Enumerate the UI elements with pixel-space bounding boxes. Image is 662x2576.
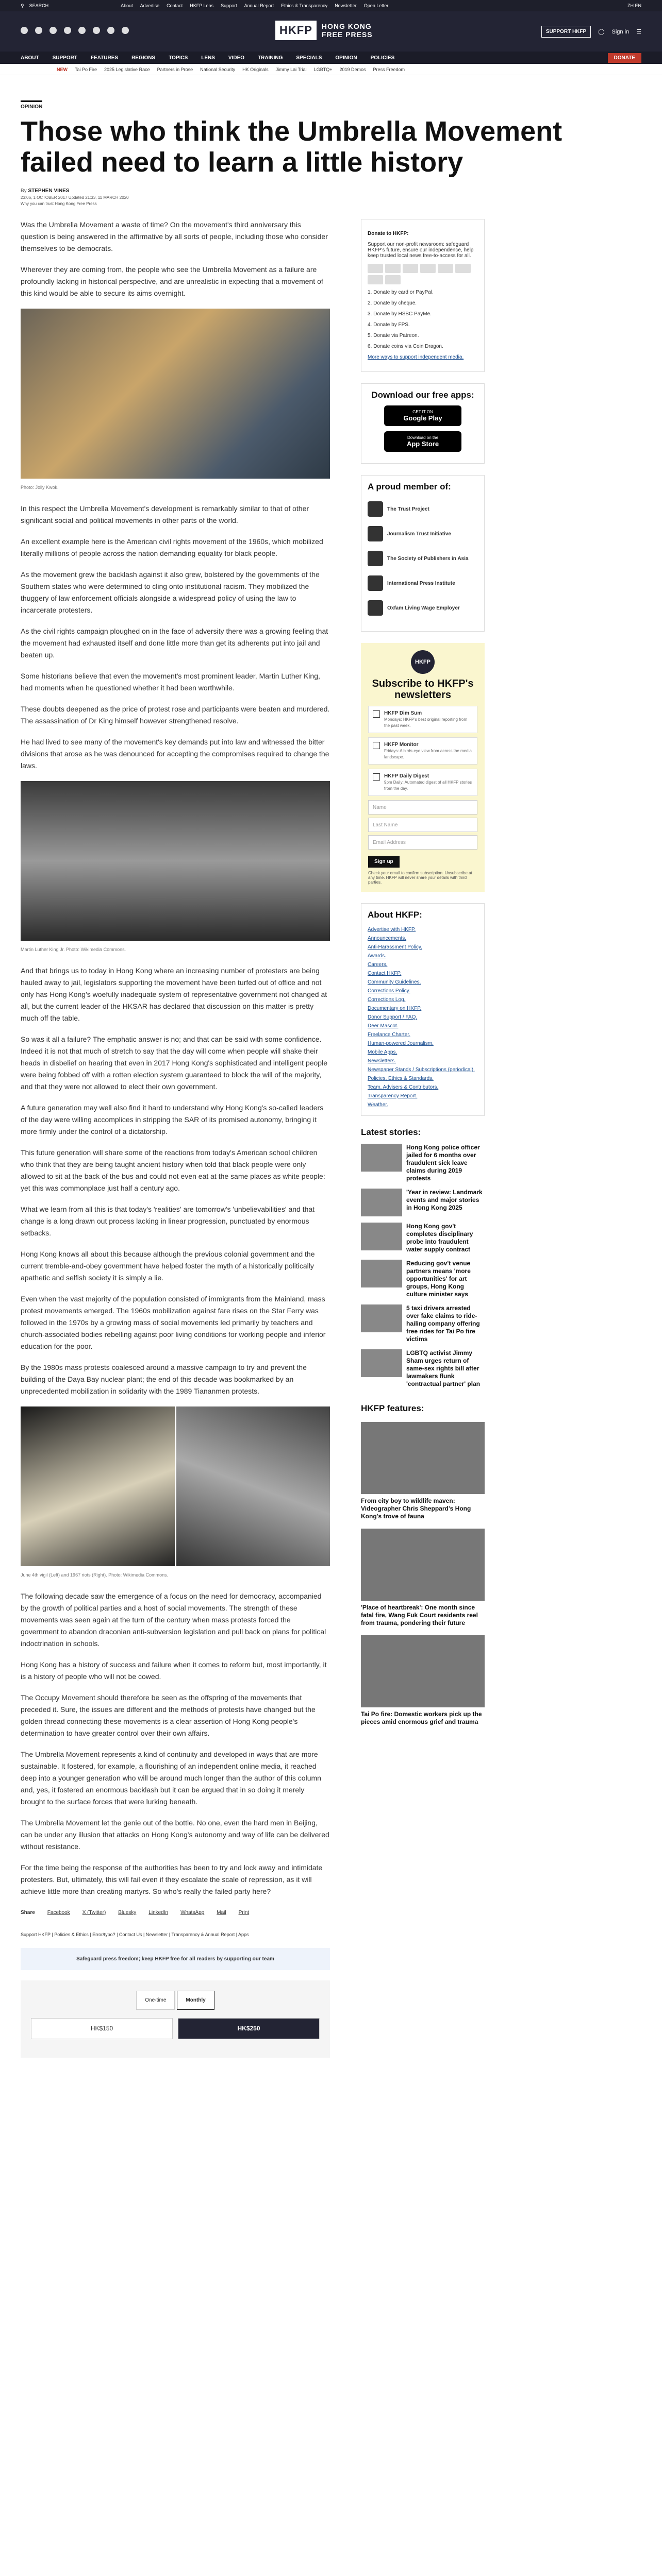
share-label: Share xyxy=(21,1910,35,1916)
about-link[interactable]: Mobile Apps. xyxy=(368,1049,398,1055)
donate-option[interactable]: 2. Donate by cheque. xyxy=(368,300,417,306)
paragraph: The Umbrella Movement let the genie out of the bottle. No one, even the hard men in Beijing, can be under any illusion that attacks on Hong Kong's autonomy and way of life can be delivered without resistance. xyxy=(21,1819,329,1851)
member-name: The Society of Publishers in Asia xyxy=(387,555,469,562)
story-title: Hong Kong police officer jailed for 6 months over fraudulent sick leave claims during 2019 protests xyxy=(406,1144,480,1182)
story-thumbnail xyxy=(361,1223,402,1250)
language-switch[interactable]: ZH EN xyxy=(627,3,641,8)
about-link[interactable]: Documentary on HKFP. xyxy=(368,1006,422,1011)
payment-icons xyxy=(368,264,478,284)
share-whatsapp[interactable]: WhatsApp xyxy=(180,1910,205,1916)
story-thumbnail xyxy=(361,1260,402,1287)
paragraph: The Umbrella Movement represents a kind of continuity and developed in ways that are more sustainable. It fostered, for example, a flourishing of an independent online media, it reached deep into a younger generation who will be around much longer than the author of this column and, yes, it fostered an enormous backlash but it can be argued that in so doing it merely brought to the surface forces that were lurking beneath. xyxy=(21,1750,321,1806)
top-utility-bar xyxy=(0,0,662,11)
story-item[interactable] xyxy=(361,1144,485,1182)
member-name: Journalism Trust Initiative xyxy=(387,531,451,537)
subnav-item[interactable]: 2019 Demos xyxy=(339,66,366,72)
story-thumbnail xyxy=(361,1144,402,1172)
paragraph: Some historians believe that even the movement's most prominent leader, Martin Luther King, had moments when he questioned whether it had been worthwhile. xyxy=(21,672,320,692)
nav-item[interactable]: OPINION xyxy=(335,55,357,61)
share-mail[interactable]: Mail xyxy=(217,1910,226,1916)
apps-box xyxy=(361,383,485,464)
member-name: International Press Institute xyxy=(387,580,455,586)
share-print[interactable]: Print xyxy=(238,1910,250,1916)
share-x[interactable]: X (Twitter) xyxy=(82,1910,106,1916)
main-nav xyxy=(0,52,662,64)
donate-button[interactable]: DONATE xyxy=(608,53,641,63)
donate-option[interactable]: 5. Donate via Patreon. xyxy=(368,333,419,338)
story-thumbnail xyxy=(361,1349,402,1377)
about-list xyxy=(368,925,478,1109)
feature-image xyxy=(361,1422,485,1494)
donate-title: Donate to HKFP: xyxy=(368,231,409,236)
article-photo-protest xyxy=(21,309,330,479)
google-play-small: GET IT ON xyxy=(412,410,433,414)
about-link[interactable]: Donor Support / FAQ. xyxy=(368,1014,418,1020)
paragraph: Wherever they are coming from, the people who see the Umbrella Movement as a failure are profoundly lacking in historical perspective, and are unrealistic in expecting that a movement of this kind would be able to secure its aims overnight. xyxy=(21,265,323,297)
about-link[interactable]: Corrections Policy. xyxy=(368,988,410,994)
nav-item[interactable]: LENS xyxy=(201,55,215,61)
about-link[interactable]: Deer Mascot. xyxy=(368,1023,399,1029)
about-link[interactable]: Human-powered Journalism. xyxy=(368,1041,434,1046)
mastercard-icon xyxy=(385,264,401,273)
signup-button[interactable]: Sign up xyxy=(368,856,400,868)
threads-icon[interactable] xyxy=(78,27,86,34)
paragraph: He had lived to see many of the movement's key demands put into law and witnessed the bitter divisions that arose as he was denounced for accepting the compromises required to change the laws. xyxy=(21,738,329,770)
subnav-item[interactable]: LGBTQ+ xyxy=(313,66,333,72)
facebook-icon[interactable] xyxy=(21,27,28,34)
top-links xyxy=(121,3,388,8)
paragraph: By the 1980s mass protests coalesced around a massive campaign to try and prevent the building of the Daya Bay nuclear plant; the end of this decade was bookmarked by an unprecedented mobilization in solidarity with the 1989 Tiananmen protests. xyxy=(21,1363,307,1395)
paragraph: An excellent example here is the American civil rights movement of the 1960s, which mobilized literally millions of people across the nation demanding equality for black people. xyxy=(21,537,323,557)
subnav-item[interactable]: Jimmy Lai Trial xyxy=(275,66,307,72)
share-row xyxy=(21,1907,330,1919)
app-store-label: App Store xyxy=(406,440,439,448)
ipi-icon xyxy=(368,575,383,591)
paragraph: Was the Umbrella Movement a waste of time? On the movement's third anniversary this question is being answered in the affirmative by all sorts of people, including those who consider themselves to be democrats. xyxy=(21,221,328,252)
email-field[interactable]: Email Address xyxy=(368,835,477,850)
donate-option[interactable]: 3. Donate by HSBC PayMe. xyxy=(368,311,432,317)
amount-option-selected[interactable]: HK$250 xyxy=(178,2018,320,2039)
site-header xyxy=(0,11,662,52)
newsletter-box xyxy=(361,643,485,892)
subnav-item[interactable]: 2025 Legislative Race xyxy=(104,66,150,72)
subnav-item[interactable]: National Security xyxy=(200,66,236,72)
share-linkedin[interactable]: LinkedIn xyxy=(148,1910,169,1916)
story-item[interactable] xyxy=(361,1189,485,1216)
subnav-item[interactable]: Press Freedom xyxy=(373,66,405,72)
feature-item[interactable] xyxy=(361,1635,485,1726)
visa-icon xyxy=(368,264,383,273)
latest-title: Latest stories: xyxy=(361,1127,421,1137)
top-link[interactable]: HKFP Lens xyxy=(190,3,214,8)
amount-option[interactable]: HK$150 xyxy=(31,2018,173,2039)
app-store-small: Download on the xyxy=(407,435,439,440)
one-time-tab[interactable]: One-time xyxy=(136,1991,175,2010)
mastodon-icon[interactable] xyxy=(107,27,114,34)
about-link[interactable]: Policies, Ethics & Standards. xyxy=(368,1076,434,1081)
menu-icon[interactable]: ☰ xyxy=(636,29,641,35)
features-title: HKFP features: xyxy=(361,1403,424,1413)
member-box xyxy=(361,475,485,632)
donate-intro: Support our non-profit newsroom: safeguard HKFP's future, ensure our independence, help keep trusted local news free-to-access for all. xyxy=(368,242,474,259)
story-title: Hong Kong gov't completes disciplinary probe into fraudulent water supply contract xyxy=(406,1223,473,1253)
paragraph: Hong Kong has a history of success and failure when it comes to reform but, most importantly, it is a history of people who will not be cowed. xyxy=(21,1660,327,1681)
feature-title: From city boy to wildlife maven: Videographer Chris Sheppard's Hong Kong's trove of fauna xyxy=(361,1497,471,1520)
applepay-icon xyxy=(438,264,453,273)
logo-text xyxy=(322,22,373,39)
story-title: Reducing gov't venue partners means 'more opportunities' for art groups, Hong Kong culture minister says xyxy=(406,1260,471,1298)
photo-caption: Photo: Jolly Kwok. xyxy=(21,485,59,490)
paypal-icon xyxy=(420,264,436,273)
article-photo-mlk xyxy=(21,781,330,941)
article-headline: Those who think the Umbrella Movement failed need to learn a little history xyxy=(21,116,562,178)
app-store-button[interactable] xyxy=(384,431,461,452)
article-header xyxy=(21,100,639,206)
share-bluesky[interactable]: Bluesky xyxy=(118,1910,137,1916)
google-play-button[interactable] xyxy=(384,405,461,426)
member-badge[interactable] xyxy=(368,526,478,541)
paragraph: Hong Kong knows all about this because although the previous colonial government and the current tremble-and-obey government have helped foster the myth of a historically politically apathetic and selfish society it is simply a lie. xyxy=(21,1250,315,1282)
nav-item[interactable]: SUPPORT xyxy=(52,55,77,61)
about-link[interactable]: Awards. xyxy=(368,953,386,959)
newsletter-option[interactable] xyxy=(368,737,477,765)
logo-text-line: FREE PRESS xyxy=(321,30,373,39)
feature-item[interactable] xyxy=(361,1422,485,1520)
top-link[interactable]: About xyxy=(121,3,133,8)
header-actions xyxy=(541,26,641,38)
support-banner[interactable]: Safeguard press freedom; keep HKFP free for all readers by supporting our team xyxy=(21,1948,330,1970)
newsletter-name: HKFP Dim Sum xyxy=(384,710,422,716)
newsletter-name: HKFP Monitor xyxy=(384,742,419,748)
newsletter-option[interactable] xyxy=(368,706,477,733)
story-thumbnail xyxy=(361,1304,402,1332)
jti-icon xyxy=(368,526,383,541)
about-link[interactable]: Team, Advisers & Contributors. xyxy=(368,1084,439,1090)
signin-link[interactable]: Sign in xyxy=(611,28,630,35)
checkbox[interactable] xyxy=(373,742,380,749)
sub-nav xyxy=(0,64,662,75)
latest-stories xyxy=(361,1127,485,1388)
trust-project-icon xyxy=(368,501,383,517)
payme-icon xyxy=(368,275,383,284)
byline-prefix: By xyxy=(21,188,27,194)
photo-vigil xyxy=(21,1406,175,1566)
checkbox[interactable] xyxy=(373,710,380,718)
logo-mark: HKFP xyxy=(275,21,317,40)
story-title: LGBTQ activist Jimmy Sham urges return of same-sex rights bill after lawmakers flunk 'contractual partner' plan xyxy=(406,1349,481,1387)
paragraph: As the civil rights campaign ploughed on in the face of adversity there was a growing feeling that the movement had exhausted itself and done little more than get its adherents put into jail and beaten up. xyxy=(21,627,328,659)
nav-item[interactable]: FEATURES xyxy=(90,55,119,61)
member-name: Oxfam Living Wage Employer xyxy=(387,605,460,611)
feature-image xyxy=(361,1529,485,1601)
account-icon[interactable]: ◯ xyxy=(598,29,605,35)
paragraph: For the time being the response of the authorities has been to try and lock away and intimidate protesters. But, ultimately, this will fail even if they escalate the scale of repression, as it will achieve little more than creating martyrs. So who's really the failed party here? xyxy=(21,1863,323,1895)
logo-text-line: HONG KONG xyxy=(321,22,372,30)
about-link[interactable]: Advertise with HKFP. xyxy=(368,927,416,933)
x-icon[interactable] xyxy=(35,27,42,34)
top-link[interactable]: Support xyxy=(221,3,237,8)
trust-link[interactable]: Why you can trust Hong Kong Free Press xyxy=(21,201,97,206)
paragraph: A future generation may well also find it hard to understand why Hong Kong's so-called leaders of the day were willing accomplices in stripping the SAR of its promised autonomy, bringing it more firmly under the control of a dictatorship. xyxy=(21,1104,324,1136)
newsletter-logo: HKFP xyxy=(411,650,435,674)
subnav-item[interactable]: HK Originals xyxy=(242,66,269,72)
about-link[interactable]: Transparency Report. xyxy=(368,1093,418,1099)
category-label[interactable]: OPINION xyxy=(21,100,42,110)
nav-item[interactable]: VIDEO xyxy=(228,55,245,61)
donation-widget xyxy=(21,1980,330,2058)
nav-item[interactable]: ABOUT xyxy=(21,55,39,61)
top-link[interactable]: Ethics & Transparency xyxy=(281,3,328,8)
story-item[interactable] xyxy=(361,1260,485,1298)
article-footer-links[interactable]: Support HKFP | Policies & Ethics | Error/typo? | Contact Us | Newsletter | Transparency & Annual Report | Apps xyxy=(21,1932,249,1937)
about-link[interactable]: Contact HKFP. xyxy=(368,971,402,976)
checkbox[interactable] xyxy=(373,773,380,781)
paragraph: The Occupy Movement should therefore be seen as the offspring of the movements that preceded it. Sure, the issues are different and the methods of protests have changed but the golden thread connecting these movements is a clear assertion of Hong Kong people's determination to have greater control over their own affairs. xyxy=(21,1693,316,1737)
nav-item[interactable]: TOPICS xyxy=(169,55,188,61)
amex-icon xyxy=(403,264,418,273)
about-link[interactable]: Careers. xyxy=(368,962,388,968)
about-link[interactable]: Newsletters. xyxy=(368,1058,396,1064)
features-section xyxy=(361,1403,485,1726)
member-badge[interactable] xyxy=(368,600,478,616)
apps-title: Download our free apps: xyxy=(371,390,474,400)
about-link[interactable]: Newspaper Stands / Subscriptions (periodical). xyxy=(368,1067,475,1073)
story-title: 5 taxi drivers arrested over fake claims to ride-hailing company offering free rides for Tai Po fire victims xyxy=(406,1304,480,1343)
oxfam-icon xyxy=(368,600,383,616)
nav-item[interactable]: TRAINING xyxy=(258,55,283,61)
story-thumbnail xyxy=(361,1189,402,1216)
member-title: A proud member of: xyxy=(368,482,451,492)
member-badge[interactable] xyxy=(368,501,478,517)
more-ways-link[interactable]: More ways to support independent media. xyxy=(368,354,464,360)
newsletter-desc: Mondays: HKFP's best original reporting from the past week. xyxy=(384,717,468,728)
subnav-item[interactable]: Partners in Prose xyxy=(157,66,193,72)
frequency-toggle xyxy=(31,1991,320,2010)
top-link[interactable]: Contact xyxy=(167,3,183,8)
monthly-tab[interactable]: Monthly xyxy=(177,1991,214,2010)
paragraph: What we learn from all this is that today's 'realities' are tomorrow's 'unbelievabilities' and that change is a long drawn out process lacking in linear progression, punctuated by enormous setbacks. xyxy=(21,1205,315,1237)
article-dates: 23:06, 1 OCTOBER 2017 Updated 21:33, 11 MARCH 2020 xyxy=(21,195,129,200)
newsletter-note: Check your email to confirm subscription. Unsubscribe at any time. HKFP will never share your details with third parties. xyxy=(368,871,472,885)
newsletter-desc: 9pm Daily: Automated digest of all HKFP stories from the day. xyxy=(384,780,472,791)
new-badge: NEW xyxy=(57,66,68,72)
paragraph: In this respect the Umbrella Movement's development is remarkably similar to that of other significant social and political movements in other parts of the world. xyxy=(21,504,309,524)
telegram-icon[interactable] xyxy=(122,27,129,34)
story-item[interactable] xyxy=(361,1304,485,1343)
search-link[interactable]: SEARCH xyxy=(29,3,49,8)
photo-riots xyxy=(175,1406,330,1566)
about-link[interactable]: Anti-Harassment Policy. xyxy=(368,944,422,950)
top-link[interactable]: Open Letter xyxy=(363,3,389,8)
paragraph: As the movement grew the backlash against it also grew, bolstered by the governments of the Southern states who were determined to cling onto institutional racism. They mobilized the thuggery of law enforcement officials alongside a widespread policy of using the law to incarcerate protesters. xyxy=(21,570,320,614)
share-facebook[interactable]: Facebook xyxy=(47,1910,70,1916)
newsletter-option[interactable] xyxy=(368,769,477,796)
donate-option[interactable]: 4. Donate by FPS. xyxy=(368,322,410,328)
name-field[interactable]: Name xyxy=(368,800,477,815)
member-badge[interactable] xyxy=(368,575,478,591)
top-link[interactable]: Annual Report xyxy=(244,3,274,8)
newsletter-title: Subscribe to HKFP's newsletters xyxy=(372,678,474,701)
sopa-icon xyxy=(368,551,383,566)
top-link[interactable]: Newsletter xyxy=(335,3,357,8)
top-link[interactable]: Advertise xyxy=(140,3,160,8)
about-box xyxy=(361,903,485,1116)
subnav-item[interactable]: Tai Po Fire xyxy=(75,66,97,72)
nav-item[interactable]: POLICIES xyxy=(370,55,395,61)
feature-title: Tai Po fire: Domestic workers pick up the pieces amid enormous grief and trauma xyxy=(361,1710,482,1725)
feature-item[interactable] xyxy=(361,1529,485,1627)
byline xyxy=(21,188,639,206)
paragraph: So was it all a failure? The emphatic answer is no; and that can be said with some confidence. Indeed it is not that much of stretch to say that the day will come when people will shake their heads in disbelief on hearing that even in 2017 Hong Kong's sophisticated and intelligent people were being fobbed off with a rotten election system guaranteed to block the will of the majority, and that they were not allowed to elect their own government. xyxy=(21,1035,327,1091)
instagram-icon[interactable] xyxy=(49,27,57,34)
paragraph: The following decade saw the emergence of a focus on the need for democracy, accompanied by the growth of political parties and a host of social movements. The strength of these movements was seen again at the turn of the century when mass protests forced the government to abandon draconian anti-subversion legislation and pull back on plans for political indoctrination in schools. xyxy=(21,1592,326,1648)
fps-icon xyxy=(385,275,401,284)
newsletter-desc: Fridays: A birds-eye view from across the media landscape. xyxy=(384,749,472,759)
story-item[interactable] xyxy=(361,1223,485,1253)
feature-image xyxy=(361,1635,485,1707)
about-link[interactable]: Freelance Charter. xyxy=(368,1032,410,1038)
newsletter-name: HKFP Daily Digest xyxy=(384,773,429,779)
amount-options xyxy=(31,2018,320,2039)
paragraph: These doubts deepened as the price of protest rose and participants were beaten and murdered. The assassination of Dr King himself however strengthened resolve. xyxy=(21,705,330,725)
about-link[interactable]: Corrections Log. xyxy=(368,997,406,1003)
about-title: About HKFP: xyxy=(368,910,422,920)
donate-box xyxy=(361,219,485,372)
donate-option[interactable]: 1. Donate by card or PayPal. xyxy=(368,290,434,295)
support-button[interactable]: SUPPORT HKFP xyxy=(541,26,591,38)
about-link[interactable]: Weather. xyxy=(368,1102,388,1108)
nav-item[interactable]: SPECIALS xyxy=(296,55,322,61)
photo-caption: June 4th vigil (Left) and 1967 riots (Right). Photo: Wikimedia Commons. xyxy=(21,1572,169,1578)
paragraph: This future generation will share some of the reactions from today's American school children who think that they are being taught ancient history when told that black people were only allowed to sit at the back of the bus and could not even eat at the same places as white people: yet this was commonplace just half a century ago. xyxy=(21,1148,325,1192)
site-logo[interactable] xyxy=(275,21,373,40)
story-item[interactable] xyxy=(361,1349,485,1388)
author-link[interactable]: STEPHEN VINES xyxy=(28,188,70,194)
search-icon[interactable]: ⚲ xyxy=(21,3,24,8)
about-link[interactable]: Announcements. xyxy=(368,936,407,941)
nav-item[interactable]: REGIONS xyxy=(131,55,156,61)
googlepay-icon xyxy=(455,264,471,273)
paragraph: And that brings us to today in Hong Kong where an increasing number of protesters are being hauled away to jail, legislators supporting the movement have been turfed out of office and not only has Hong Kong's woefully inadequate system of representative government not changed at all, but the current leader of the HKSAR has declared that discussion on this matter is pretty much off the table. xyxy=(21,967,327,1022)
article-photo-pair xyxy=(21,1406,330,1566)
google-play-label: Google Play xyxy=(403,414,442,422)
member-name: The Trust Project xyxy=(387,506,429,512)
youtube-icon[interactable] xyxy=(64,27,71,34)
photo-caption: Martin Luther King Jr. Photo: Wikimedia Commons. xyxy=(21,947,126,952)
last-name-field[interactable]: Last Name xyxy=(368,818,477,832)
article-body xyxy=(21,219,330,2058)
feature-title: 'Place of heartbreak': One month since fatal fire, Wang Fuk Court residents reel from trauma, pondering their future xyxy=(361,1604,478,1626)
social-icons xyxy=(21,27,129,34)
about-link[interactable]: Community Guidelines. xyxy=(368,979,421,985)
paragraph: Even when the vast majority of the population consisted of immigrants from the Mainland, mass protest movements emerged. The 1960s mobilization against fare rises on the Star Ferry was followed in the 1970s by a growing mass of social movements led primarily by teachers and church-associated bodies rebelling against poor living conditions for working people and inferior education for the poor. xyxy=(21,1295,326,1350)
sidebar xyxy=(361,219,485,1734)
member-badge[interactable] xyxy=(368,551,478,566)
donate-option[interactable]: 6. Donate coins via Coin Dragon. xyxy=(368,344,443,349)
bluesky-icon[interactable] xyxy=(93,27,100,34)
story-title: 'Year in review: Landmark events and major stories in Hong Kong 2025 xyxy=(406,1189,483,1211)
